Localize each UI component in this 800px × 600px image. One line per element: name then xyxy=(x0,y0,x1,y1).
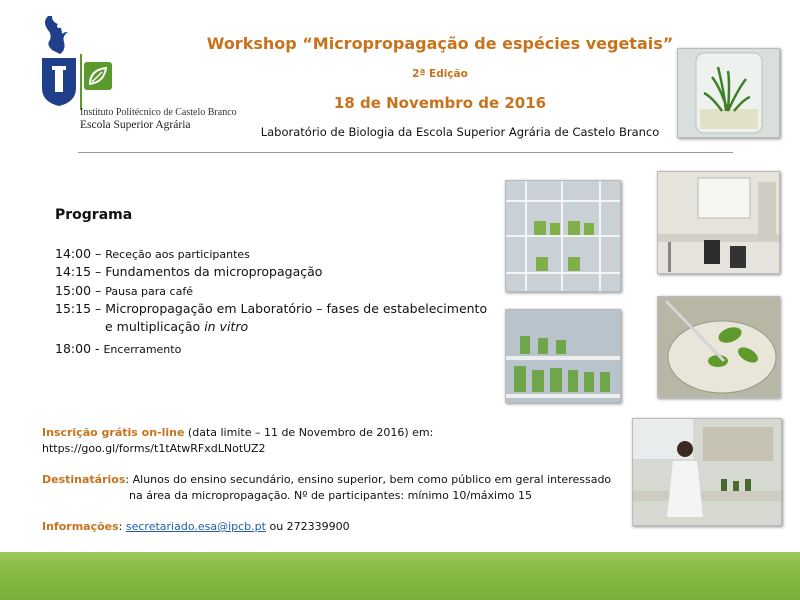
institute-name: Instituto Politécnico de Castelo Branco xyxy=(80,107,237,118)
school-name: Escola Superior Agrária xyxy=(80,119,191,131)
contact-sep: : xyxy=(118,520,126,533)
event-date: 18 de Novembro de 2016 xyxy=(333,94,547,112)
program-time: 15:00 – xyxy=(55,283,106,298)
registration-line xyxy=(42,426,433,439)
program-item-2 xyxy=(55,264,322,279)
audience-text: : Alunos do ensino secundário, ensino superior, bem como público em geral interessado xyxy=(125,473,612,486)
audience-line-2: na área da micropropagação. Nº de participantes: mínimo 10/máximo 15 xyxy=(129,489,533,502)
venue: Laboratório de Biologia da Escola Superior Agrária de Castelo Branco xyxy=(260,125,660,139)
program-item-1 xyxy=(55,246,250,261)
contact-label: Informações xyxy=(42,520,119,533)
program-heading: Programa xyxy=(55,207,133,223)
email-link[interactable]: secretariado.esa@ipcb.pt xyxy=(125,520,266,533)
program-time: 14:15 – xyxy=(55,264,106,279)
program-item-3 xyxy=(55,283,193,298)
registration-text: (data limite – 11 de Novembro de 2016) em: xyxy=(184,426,434,439)
program-text: Encerramento xyxy=(103,343,182,356)
program-item-4 xyxy=(55,301,487,316)
program-text: Receção aos participantes xyxy=(105,248,250,261)
culture-jars-shelf-photo xyxy=(505,309,621,403)
phone-number: ou 272339900 xyxy=(265,520,350,533)
program-text: Pausa para café xyxy=(105,285,193,298)
program-item-5 xyxy=(105,319,248,334)
program-text: Micropropagação em Laboratório – fases de estabelecimento xyxy=(105,301,488,316)
culture-rack-photo xyxy=(505,180,621,292)
program-time: 18:00 - xyxy=(55,341,104,356)
griffin-icon xyxy=(45,16,68,54)
petri-dish-explant-photo xyxy=(657,296,780,398)
edition: 2ª Edição xyxy=(412,68,468,80)
program-italic: in vitro xyxy=(204,319,249,334)
workshop-title: Workshop “Micropropagação de espécies vegetais” xyxy=(206,34,674,53)
registration-label: Inscrição grátis on-line xyxy=(42,426,185,439)
program-text: Fundamentos da micropropagação xyxy=(105,264,323,279)
registration-url[interactable]: https://goo.gl/forms/t1tAtwRFxdLNotUZ2 xyxy=(42,442,266,455)
laboratory-room-photo xyxy=(657,171,780,274)
program-time: 14:00 – xyxy=(55,246,106,261)
program-item-6 xyxy=(55,341,181,356)
researcher-lab-photo xyxy=(632,418,782,526)
footer-band xyxy=(0,560,800,600)
audience-line xyxy=(42,473,611,486)
audience-label: Destinatários xyxy=(42,473,126,486)
program-time: 15:15 – xyxy=(55,301,106,316)
plantlet-jar-photo xyxy=(677,48,780,138)
program-text: e multiplicação xyxy=(105,319,205,334)
contact-line xyxy=(42,520,350,533)
divider xyxy=(78,152,733,153)
